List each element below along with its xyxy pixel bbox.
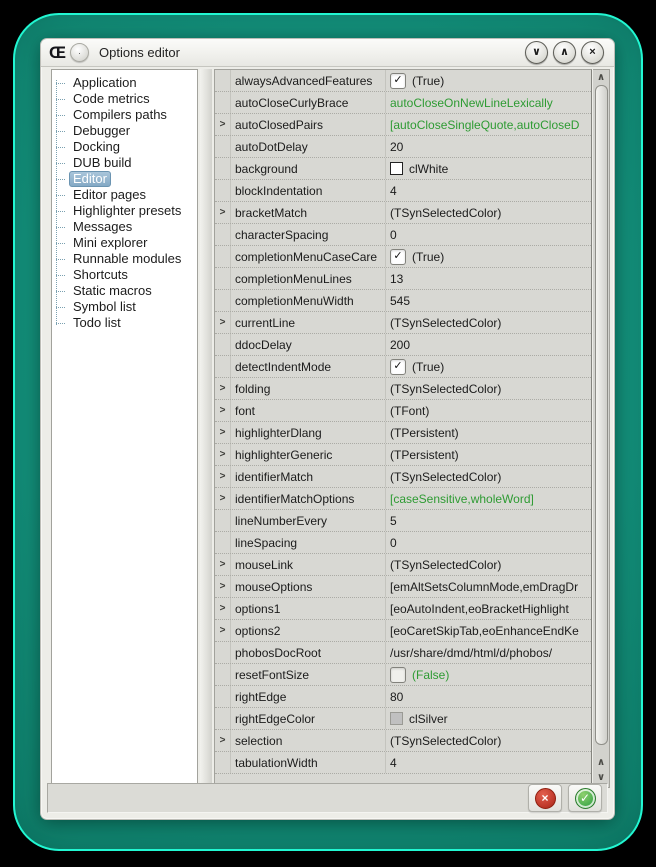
property-value-cell[interactable]	[386, 620, 591, 641]
property-value: (TSynSelectedColor)	[390, 557, 502, 572]
property-row-autoclosecurlybrace[interactable]	[215, 92, 591, 114]
property-value: (TSynSelectedColor)	[390, 205, 502, 220]
expander-icon[interactable]: >	[215, 202, 231, 223]
status-bar	[47, 783, 608, 813]
sidebar-item-label: Todo list	[73, 315, 121, 330]
category-list	[51, 69, 198, 788]
property-value: 0	[390, 535, 397, 550]
property-value-cell[interactable]	[386, 378, 591, 399]
sidebar-item-runnable-modules[interactable]	[52, 251, 197, 267]
property-name: selection	[231, 730, 386, 751]
property-value-cell[interactable]	[386, 686, 591, 707]
checkbox-checked-icon[interactable]: ✓	[390, 359, 406, 375]
property-row-rightedgecolor[interactable]	[215, 708, 591, 730]
property-value: [caseSensitive,wholeWord]	[390, 491, 534, 506]
sidebar-item-label: Shortcuts	[73, 267, 128, 282]
property-value: 5	[390, 513, 397, 528]
sidebar-item-label: Debugger	[73, 123, 131, 138]
sidebar-item-static-macros[interactable]	[52, 283, 197, 299]
sidebar-item-label: Highlighter presets	[73, 203, 182, 218]
property-name: resetFontSize	[231, 664, 386, 685]
property-grid	[214, 69, 592, 788]
property-value: (False)	[412, 667, 450, 682]
property-name: autoCloseCurlyBrace	[231, 92, 386, 113]
property-value: [eoAutoIndent,eoBracketHighlight	[390, 601, 569, 616]
property-value-cell[interactable]	[386, 246, 591, 267]
expander-gutter	[215, 752, 231, 773]
property-value: clSilver	[409, 711, 448, 726]
expander-icon[interactable]: >	[215, 620, 231, 641]
window-controls	[525, 41, 604, 64]
property-name: folding	[231, 378, 386, 399]
property-value-cell[interactable]	[386, 158, 591, 179]
property-value-cell[interactable]	[386, 312, 591, 333]
property-row-bracketmatch[interactable]	[215, 202, 591, 224]
expander-gutter	[215, 70, 231, 91]
property-row-rightedge[interactable]	[215, 686, 591, 708]
property-value-cell[interactable]	[386, 334, 591, 355]
property-value-cell[interactable]	[386, 136, 591, 157]
close-button[interactable]: ×	[581, 41, 604, 64]
options-editor-dialog	[40, 38, 615, 820]
property-row-characterspacing[interactable]	[215, 224, 591, 246]
property-value-cell[interactable]	[386, 642, 591, 663]
property-name: background	[231, 158, 386, 179]
sidebar-item-compilers-paths[interactable]	[52, 107, 197, 123]
property-name: phobosDocRoot	[231, 642, 386, 663]
property-value: [emAltSetsColumnMode,emDragDr	[390, 579, 579, 594]
property-name: identifierMatch	[231, 466, 386, 487]
property-name: highlighterDlang	[231, 422, 386, 443]
expander-gutter	[215, 246, 231, 267]
expander-gutter	[215, 180, 231, 201]
scroll-up-icon-bottom[interactable]: ∧	[596, 757, 606, 768]
expander-gutter	[215, 686, 231, 707]
property-name: lineSpacing	[231, 532, 386, 553]
property-name: rightEdgeColor	[231, 708, 386, 729]
sidebar-item-label: Code metrics	[73, 91, 150, 106]
sidebar-item-highlighter-presets[interactable]	[52, 203, 197, 219]
property-value: (TSynSelectedColor)	[390, 469, 502, 484]
sidebar-item-label: Symbol list	[73, 299, 136, 314]
property-row-selection[interactable]	[215, 730, 591, 752]
sidebar-item-label: Editor pages	[73, 187, 146, 202]
property-name: options2	[231, 620, 386, 641]
property-row-autodotdelay[interactable]	[215, 136, 591, 158]
expander-gutter	[215, 642, 231, 663]
app-logo-icon: Œ	[49, 43, 64, 62]
property-row-blockindentation[interactable]	[215, 180, 591, 202]
property-value: (TSynSelectedColor)	[390, 315, 502, 330]
expander-icon[interactable]: >	[215, 422, 231, 443]
property-value: (TPersistent)	[390, 447, 459, 462]
property-row-detectindentmode[interactable]	[215, 356, 591, 378]
sidebar-item-messages[interactable]	[52, 219, 197, 235]
shade-down-button[interactable]: ∨	[525, 41, 548, 64]
property-value-cell[interactable]	[386, 708, 591, 729]
vertical-scrollbar[interactable]	[593, 69, 610, 788]
property-row-highlightergeneric[interactable]	[215, 444, 591, 466]
expander-icon[interactable]: >	[215, 488, 231, 509]
property-name: bracketMatch	[231, 202, 386, 223]
property-row-autoclosedpairs[interactable]	[215, 114, 591, 136]
property-value: [autoCloseSingleQuote,autoCloseD	[390, 117, 580, 132]
expander-icon[interactable]: >	[215, 554, 231, 575]
expander-icon[interactable]: >	[215, 378, 231, 399]
expander-gutter	[215, 136, 231, 157]
sidebar-item-shortcuts[interactable]	[52, 267, 197, 283]
property-value: 4	[390, 183, 397, 198]
property-value: 20	[390, 139, 404, 154]
property-row-tabulationwidth[interactable]	[215, 752, 591, 774]
property-name: currentLine	[231, 312, 386, 333]
color-swatch	[390, 162, 403, 175]
expander-gutter	[215, 664, 231, 685]
sidebar-item-todo-list[interactable]	[52, 315, 197, 331]
sidebar-item-label: Runnable modules	[73, 251, 182, 266]
expander-icon[interactable]: >	[215, 598, 231, 619]
accept-button[interactable]	[568, 784, 602, 812]
scroll-up-icon[interactable]: ∧	[596, 72, 606, 83]
property-row-linenumberevery[interactable]	[215, 510, 591, 532]
sidebar-item-docking[interactable]	[52, 139, 197, 155]
expander-gutter	[215, 290, 231, 311]
property-value-cell[interactable]	[386, 752, 591, 773]
sidebar-item-label: DUB build	[73, 155, 132, 170]
property-value-cell[interactable]	[386, 554, 591, 575]
property-value: (TSynSelectedColor)	[390, 381, 502, 396]
property-name: completionMenuLines	[231, 268, 386, 289]
property-value: (True)	[412, 73, 445, 88]
property-value: 0	[390, 227, 397, 242]
property-value: autoCloseOnNewLineLexically	[390, 95, 553, 110]
property-value: /usr/share/dmd/html/d/phobos/	[390, 645, 553, 660]
property-row-completionmenulines[interactable]	[215, 268, 591, 290]
property-value-cell[interactable]	[386, 532, 591, 553]
property-row-options2[interactable]	[215, 620, 591, 642]
property-value-cell[interactable]	[386, 598, 591, 619]
expander-icon[interactable]: >	[215, 466, 231, 487]
property-row-mouselink[interactable]	[215, 554, 591, 576]
property-value-cell[interactable]	[386, 466, 591, 487]
property-row-folding[interactable]	[215, 378, 591, 400]
property-value: clWhite	[409, 161, 449, 176]
property-value: (TPersistent)	[390, 425, 459, 440]
property-row-resetfontsize[interactable]	[215, 664, 591, 686]
property-name: mouseOptions	[231, 576, 386, 597]
checkbox-checked-icon[interactable]: ✓	[390, 249, 406, 265]
sidebar-item-label: Mini explorer	[73, 235, 148, 250]
property-value: 80	[390, 689, 404, 704]
property-name: options1	[231, 598, 386, 619]
sidebar-item-code-metrics[interactable]	[52, 91, 197, 107]
property-value-cell[interactable]	[386, 202, 591, 223]
splitter[interactable]	[200, 69, 212, 788]
expander-gutter	[215, 334, 231, 355]
property-row-ddocdelay[interactable]	[215, 334, 591, 356]
sidebar-item-label: Static macros	[73, 283, 152, 298]
checkbox-unchecked-icon[interactable]	[390, 667, 406, 683]
expander-gutter	[215, 356, 231, 377]
property-row-alwaysadvancedfeatures[interactable]	[215, 70, 591, 92]
property-name: autoDotDelay	[231, 136, 386, 157]
property-value-cell[interactable]	[386, 224, 591, 245]
property-name: completionMenuWidth	[231, 290, 386, 311]
expander-gutter	[215, 268, 231, 289]
property-value: 4	[390, 755, 397, 770]
property-name: highlighterGeneric	[231, 444, 386, 465]
property-name: completionMenuCaseCare	[231, 246, 386, 267]
property-name: identifierMatchOptions	[231, 488, 386, 509]
property-row-highlighterdlang[interactable]	[215, 422, 591, 444]
property-name: lineNumberEvery	[231, 510, 386, 531]
expander-icon[interactable]: >	[215, 114, 231, 135]
sidebar-item-label: Compilers paths	[73, 107, 167, 122]
property-row-completionmenuwidth[interactable]	[215, 290, 591, 312]
property-value: (TFont)	[390, 403, 430, 418]
property-value-cell[interactable]	[386, 180, 591, 201]
property-name: autoClosedPairs	[231, 114, 386, 135]
property-name: font	[231, 400, 386, 421]
property-value-cell[interactable]	[386, 730, 591, 751]
property-value-cell[interactable]	[386, 664, 591, 685]
property-row-background[interactable]	[215, 158, 591, 180]
sidebar-item-editor[interactable]	[52, 171, 197, 187]
property-value-cell[interactable]	[386, 488, 591, 509]
titlebar[interactable]	[41, 39, 614, 67]
property-value: (True)	[412, 359, 445, 374]
property-row-currentline[interactable]	[215, 312, 591, 334]
property-value-cell[interactable]	[386, 114, 591, 135]
property-value-cell[interactable]	[386, 576, 591, 597]
accept-icon: ✓	[575, 788, 596, 809]
expander-gutter	[215, 92, 231, 113]
property-row-font[interactable]	[215, 400, 591, 422]
property-row-completionmenucasecare[interactable]	[215, 246, 591, 268]
property-value-cell[interactable]	[386, 70, 591, 91]
property-name: ddocDelay	[231, 334, 386, 355]
scrollbar-thumb[interactable]	[595, 85, 608, 745]
expander-gutter	[215, 510, 231, 531]
property-value-cell[interactable]	[386, 268, 591, 289]
sidebar-item-debugger[interactable]	[52, 123, 197, 139]
expander-icon[interactable]: >	[215, 444, 231, 465]
expander-icon[interactable]: >	[215, 730, 231, 751]
expander-gutter	[215, 224, 231, 245]
expander-icon[interactable]: >	[215, 576, 231, 597]
property-value-cell[interactable]	[386, 290, 591, 311]
property-value: 200	[390, 337, 411, 352]
shade-up-button[interactable]: ∧	[553, 41, 576, 64]
sidebar-item-application[interactable]	[52, 75, 197, 91]
tree-guide-line	[56, 80, 58, 325]
expander-icon[interactable]: >	[215, 312, 231, 333]
property-value: (TSynSelectedColor)	[390, 733, 502, 748]
property-value: [eoCaretSkipTab,eoEnhanceEndKe	[390, 623, 579, 638]
property-value-cell[interactable]	[386, 92, 591, 113]
property-row-identifiermatch[interactable]	[215, 466, 591, 488]
window-menu-button[interactable]: ·	[70, 43, 89, 62]
cancel-button[interactable]	[528, 784, 562, 812]
sidebar-item-symbol-list[interactable]	[52, 299, 197, 315]
property-name: blockIndentation	[231, 180, 386, 201]
expander-gutter	[215, 532, 231, 553]
property-name: characterSpacing	[231, 224, 386, 245]
property-name: detectIndentMode	[231, 356, 386, 377]
expander-gutter	[215, 158, 231, 179]
scroll-down-icon[interactable]: ∨	[596, 772, 606, 783]
property-row-linespacing[interactable]	[215, 532, 591, 554]
sidebar-item-mini-explorer[interactable]	[52, 235, 197, 251]
sidebar-item-label: Messages	[73, 219, 133, 234]
property-name: tabulationWidth	[231, 752, 386, 773]
property-value-cell[interactable]	[386, 356, 591, 377]
sidebar-item-label: Docking	[73, 139, 120, 154]
sidebar-item-label: Application	[73, 75, 137, 90]
checkbox-checked-icon[interactable]: ✓	[390, 73, 406, 89]
sidebar-item-label: Editor	[69, 171, 111, 187]
property-row-options1[interactable]	[215, 598, 591, 620]
cancel-icon: ×	[535, 788, 556, 809]
property-row-mouseoptions[interactable]	[215, 576, 591, 598]
sidebar-item-editor-pages[interactable]	[52, 187, 197, 203]
property-name: alwaysAdvancedFeatures	[231, 70, 386, 91]
window-title: Options editor	[99, 45, 180, 60]
expander-icon[interactable]: >	[215, 400, 231, 421]
property-value-cell[interactable]	[386, 400, 591, 421]
property-name: mouseLink	[231, 554, 386, 575]
property-value: (True)	[412, 249, 445, 264]
sidebar-item-dub-build[interactable]	[52, 155, 197, 171]
property-value-cell[interactable]	[386, 444, 591, 465]
expander-gutter	[215, 708, 231, 729]
property-name: rightEdge	[231, 686, 386, 707]
color-swatch	[390, 712, 403, 725]
property-row-identifiermatchoptions[interactable]	[215, 488, 591, 510]
property-value-cell[interactable]	[386, 510, 591, 531]
property-value: 545	[390, 293, 411, 308]
property-value-cell[interactable]	[386, 422, 591, 443]
property-row-phobosdocroot[interactable]	[215, 642, 591, 664]
property-value: 13	[390, 271, 404, 286]
